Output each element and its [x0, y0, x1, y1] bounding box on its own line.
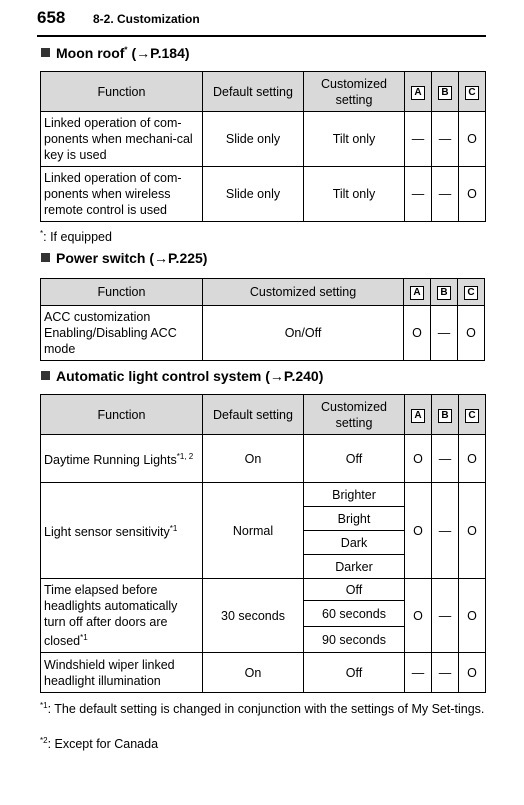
auto-light-heading	[41, 368, 323, 384]
row-c: O	[459, 579, 486, 653]
row-function: Windshield wiper linked headlight illumination	[41, 653, 203, 693]
header-rule	[37, 35, 486, 37]
row-a: —	[405, 653, 432, 693]
power-switch-title: Power switch	[56, 250, 146, 266]
col-function: Function	[41, 395, 203, 435]
row-function: ACC customization Enabling/Disabling ACC mode	[41, 306, 203, 361]
row-a: —	[405, 167, 432, 222]
auto-light-ref: (→P.240)	[265, 368, 324, 384]
auto-light-note-2	[40, 736, 158, 751]
row-c: O	[459, 653, 486, 693]
row-customized: Off	[304, 653, 405, 693]
row-c: O	[458, 306, 485, 361]
power-switch-heading	[41, 250, 207, 266]
col-customized: Customized setting	[304, 72, 405, 112]
row-option: Dark	[304, 531, 405, 555]
col-a-badge: A	[411, 86, 425, 100]
col-a-badge: A	[411, 409, 425, 423]
row-b: —	[432, 483, 459, 579]
note-text: : Except for Canada	[47, 737, 159, 752]
moon-roof-footnote	[40, 229, 112, 244]
square-bullet-icon	[41, 253, 50, 262]
row-a: O	[404, 306, 431, 361]
section-title: 8-2. Customization	[93, 12, 200, 26]
row-option: Bright	[304, 507, 405, 531]
row-c: O	[459, 435, 486, 483]
col-function: Function	[41, 72, 203, 112]
table-row	[41, 653, 486, 693]
row-function: Daytime Running Lights	[44, 453, 177, 468]
row-mark: *1, 2	[176, 451, 194, 461]
square-bullet-icon	[41, 48, 50, 57]
row-customized: Off	[304, 435, 405, 483]
col-customized: Customized setting	[304, 395, 405, 435]
row-function: Linked operation of com-ponents when mechani-cal key is used	[41, 112, 203, 167]
row-b: —	[432, 653, 459, 693]
row-option: Off	[304, 579, 405, 601]
row-b: —	[432, 435, 459, 483]
table-row	[41, 483, 486, 507]
auto-light-note-1	[40, 697, 506, 718]
table-row	[41, 435, 486, 483]
row-b: —	[432, 579, 459, 653]
row-c: O	[459, 112, 486, 167]
row-function: Light sensor sensitivity	[44, 525, 170, 540]
row-option: 90 seconds	[304, 627, 405, 653]
table-row	[41, 306, 485, 361]
row-customized: On/Off	[203, 306, 404, 361]
moon-roof-ref: (→P.184)	[131, 45, 190, 61]
moon-roof-table	[40, 71, 486, 222]
row-b: —	[432, 112, 459, 167]
row-default: Slide only	[203, 167, 304, 222]
moon-roof-title: Moon roof	[56, 45, 125, 61]
table-row	[41, 112, 486, 167]
row-a: —	[405, 112, 432, 167]
col-customized: Customized setting	[203, 279, 404, 306]
col-b-badge: B	[438, 409, 452, 423]
footnote-text: : If equipped	[43, 230, 112, 245]
row-a: O	[405, 483, 432, 579]
table-row	[41, 579, 486, 601]
moon-roof-title-mark: *	[124, 45, 128, 55]
table-row	[41, 167, 486, 222]
note-text: : The default setting is changed in conjunction with the settings of My Set-tings.	[47, 702, 485, 717]
page-number: 658	[37, 8, 66, 27]
note-mark: *2	[40, 736, 48, 745]
col-c-badge: C	[465, 86, 479, 100]
row-default: Slide only	[203, 112, 304, 167]
row-default: On	[203, 435, 304, 483]
row-c: O	[459, 483, 486, 579]
row-default: Normal	[203, 483, 304, 579]
row-default: 30 seconds	[203, 579, 304, 653]
row-option: Brighter	[304, 483, 405, 507]
row-default: On	[203, 653, 304, 693]
row-customized: Tilt only	[304, 112, 405, 167]
auto-light-table	[40, 394, 486, 693]
note-mark: *1	[40, 701, 48, 710]
power-switch-table	[40, 278, 485, 361]
row-mark: *1	[80, 632, 88, 642]
row-mark: *1	[169, 523, 178, 533]
col-b-badge: B	[437, 286, 451, 300]
power-switch-ref: (→P.225)	[149, 250, 208, 266]
col-a-badge: A	[410, 286, 424, 300]
square-bullet-icon	[41, 371, 50, 380]
row-option: Darker	[304, 555, 405, 579]
moon-roof-heading	[41, 45, 190, 61]
row-a: O	[405, 579, 432, 653]
row-function: Linked operation of com-ponents when wireless remote control is used	[41, 167, 203, 222]
row-b: —	[431, 306, 458, 361]
row-customized: Tilt only	[304, 167, 405, 222]
col-default: Default setting	[203, 72, 304, 112]
row-a: O	[405, 435, 432, 483]
col-default: Default setting	[203, 395, 304, 435]
row-option: 60 seconds	[304, 601, 405, 627]
row-function: Time elapsed before headlights automatically turn off after doors are closed	[44, 582, 178, 649]
footnote-mark: *	[40, 229, 44, 238]
col-c-badge: C	[465, 409, 479, 423]
row-c: O	[459, 167, 486, 222]
col-b-badge: B	[438, 86, 452, 100]
col-function: Function	[41, 279, 203, 306]
auto-light-title: Automatic light control system	[56, 368, 262, 384]
col-c-badge: C	[464, 286, 478, 300]
row-b: —	[432, 167, 459, 222]
